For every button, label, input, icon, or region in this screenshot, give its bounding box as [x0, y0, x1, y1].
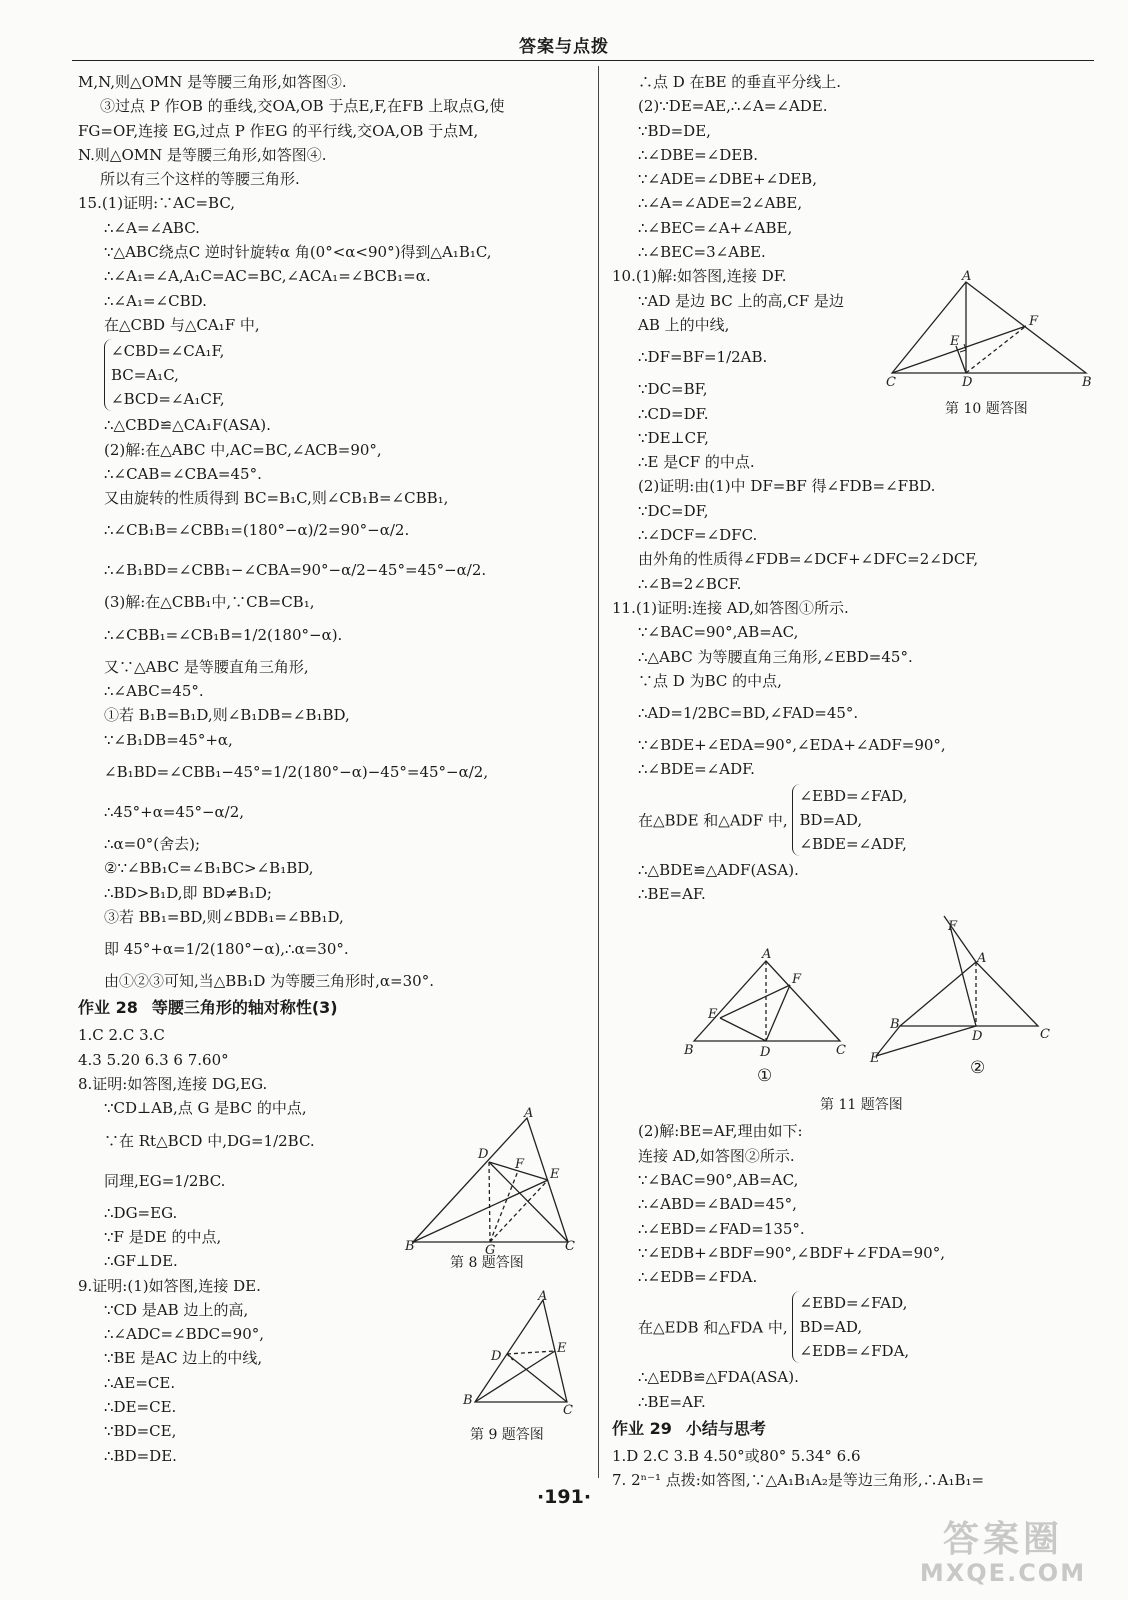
triangle-abc-1 — [694, 961, 840, 1041]
figure-11-part-2 — [876, 914, 1038, 1056]
condition-line: ∠EDB=∠FDA, — [799, 1342, 910, 1361]
condition-line: ∠BCD=∠A₁CF, — [111, 390, 225, 409]
svg-text:A: A — [538, 1289, 548, 1304]
figure-10-caption: 第 10 题答图 — [945, 401, 1028, 417]
watermark-logo — [898, 1520, 1108, 1590]
text-line: ∴α=0°(舍去); — [104, 834, 201, 853]
answer-line: 1.D 2.C 3.B 4.50°或80° 5.34° 6.6 — [612, 1446, 861, 1465]
text-line: ∵∠BAC=90°,AB=AC, — [638, 1170, 799, 1189]
text-line: AB 上的中线, — [638, 315, 730, 334]
text-line: ②∵∠BB₁C=∠B₁BC>∠B₁BD, — [104, 859, 314, 878]
text-line: 9.证明:(1)如答图,连接 DE. — [78, 1276, 261, 1295]
text-line: ∠B₁BD=∠CBB₁−45°=1/2(180°−α)−45°=45°−α/2, — [104, 762, 489, 781]
figure-11 — [680, 906, 1060, 1091]
text-line: (2)解:BE=AF,理由如下: — [638, 1122, 803, 1141]
svg-text:E: E — [870, 1051, 880, 1066]
text-line: ∴BE=AF. — [638, 885, 706, 904]
text-line: ③若 BB₁=BD,则∠BDB₁=∠BB₁D, — [104, 907, 344, 926]
column-divider — [598, 66, 599, 1478]
svg-text:A: A — [962, 269, 972, 284]
text-line: (2)证明:由(1)中 DF=BF 得∠FDB=∠FBD. — [638, 477, 936, 496]
text-line: ∴点 D 在BE 的垂直平分线上. — [638, 73, 842, 91]
section-heading-28 — [78, 993, 590, 1023]
text-line: ∴△BDE≌△ADF(ASA). — [638, 860, 799, 879]
section-heading-29 — [612, 1414, 1102, 1444]
text-line: ∴∠B₁BD=∠CBB₁−∠CBA=90°−α/2−45°=45°−α/2. — [104, 561, 487, 580]
svg-text:A: A — [977, 951, 987, 966]
answer-line: 1.C 2.C 3.C — [78, 1026, 165, 1045]
text-line: ∵AD 是边 BC 上的高,CF 是边 — [638, 291, 844, 310]
text-line: ∴∠DBE=∠DEB. — [638, 145, 759, 164]
section-label: 作业 28 — [78, 998, 138, 1018]
svg-text:C: C — [563, 1403, 573, 1418]
svg-text:B: B — [1082, 375, 1092, 390]
text-line: ∴∠CBB₁=∠CB₁B=1/2(180°−α). — [104, 625, 343, 644]
svg-text:B: B — [890, 1017, 900, 1032]
condition-line: BD=AD, — [799, 1318, 863, 1337]
svg-text:E: E — [708, 1007, 718, 1022]
text-line: 同理,EG=1/2BC. — [104, 1171, 226, 1190]
triangle-abc — [475, 1300, 567, 1402]
text-line: ∴△EDB≌△FDA(ASA). — [638, 1368, 799, 1387]
answer-line: 4.3 5.20 6.3 6 7.60° — [78, 1050, 229, 1069]
text-line: ∴45°+α=45°−α/2, — [104, 802, 245, 821]
text-line: ∵点 D 为BC 的中点, — [638, 671, 782, 690]
text-line: ∵∠ADE=∠DBE+∠DEB, — [638, 170, 817, 189]
text-line: ∴∠BDE=∠ADF. — [638, 760, 755, 779]
text-line: ∴AD=1/2BC=BD,∠FAD=45°. — [638, 704, 859, 723]
text-line: ∵BD=CE, — [104, 1422, 177, 1441]
text-line: ∴∠DCF=∠DFC. — [638, 526, 758, 545]
text-line: ∴CD=DF. — [638, 404, 709, 423]
svg-text:C: C — [565, 1239, 575, 1254]
text-line: ∴∠CB₁B=∠CBB₁=(180°−α)/2=90°−α/2. — [104, 521, 410, 540]
text-line: 在△EDB 和△FDA 中, — [638, 1318, 788, 1337]
svg-text:C: C — [836, 1043, 846, 1058]
condition-line: BC=A₁C, — [111, 366, 179, 385]
text-line: ∴DF=BF=1/2AB. — [638, 348, 768, 367]
svg-text:E: E — [950, 334, 960, 349]
text-line: ∵DE⊥CF, — [638, 428, 709, 447]
page-header-title: 答案与点拨 — [519, 37, 609, 57]
text-line: ∵DC=BF, — [638, 380, 708, 399]
text-line: ∴∠EDB=∠FDA. — [638, 1268, 758, 1287]
text-line: ∵CD 是AB 边上的高, — [104, 1300, 249, 1319]
text-line: 连接 AD,如答图②所示. — [638, 1146, 795, 1165]
text-line: ∴BD>B₁D,即 BD≠B₁D; — [104, 883, 272, 902]
svg-text:B: B — [405, 1239, 415, 1254]
header-rule — [72, 60, 1094, 61]
congruence-system-3 — [612, 1291, 1102, 1363]
text-line: ①若 B₁B=B₁D,则∠B₁DB=∠B₁BD, — [104, 706, 350, 725]
figure-11-sub-2: ② — [970, 1058, 986, 1078]
text-line: ∵F 是DE 的中点, — [104, 1227, 222, 1246]
text-line: ∴DG=EG. — [104, 1203, 178, 1222]
triangle-abc — [892, 282, 1086, 373]
condition-line: ∠BDE=∠ADF, — [799, 834, 907, 853]
triangle-abc-2 — [900, 962, 1038, 1026]
svg-text:C: C — [886, 375, 896, 390]
text-line: ∵BD=DE, — [638, 121, 711, 140]
text-line: ∴DE=CE. — [104, 1397, 177, 1416]
text-line: ∴∠ABD=∠BAD=45°, — [638, 1195, 797, 1214]
text-line: 所以有三个这样的等腰三角形. — [100, 170, 300, 189]
svg-text:C: C — [1040, 1027, 1050, 1042]
text-line: ∵在 Rt△BCD 中,DG=1/2BC. — [104, 1131, 315, 1150]
figure-8-caption: 第 8 题答图 — [450, 1255, 524, 1271]
text-line: (3)解:在△CBB₁中,∵CB=CB₁, — [104, 593, 315, 612]
text-line: ∴∠A₁=∠CBD. — [104, 291, 207, 310]
text-line: 10.(1)解:如答图,连接 DF. — [612, 267, 787, 286]
svg-text:D: D — [962, 375, 973, 390]
svg-text:E: E — [557, 1341, 567, 1356]
text-line: ∵∠BAC=90°,AB=AC, — [638, 623, 799, 642]
text-line: 又∵△ABC 是等腰直角三角形, — [104, 657, 309, 676]
svg-text:F: F — [792, 972, 802, 987]
text-line: (2)∵DE=AE,∴∠A=∠ADE. — [638, 97, 828, 116]
figure-11-part-1 — [694, 961, 840, 1041]
text-line: ∴∠ADC=∠BDC=90°, — [104, 1325, 265, 1344]
triangle-abc — [413, 1118, 568, 1242]
text-line: ∴∠EBD=∠FAD=135°. — [638, 1219, 805, 1238]
svg-text:G: G — [485, 1243, 496, 1258]
page-number: ·191· — [536, 1486, 592, 1508]
text-line: 15.(1)证明:∵AC=BC, — [78, 194, 236, 213]
text-line: ∵∠B₁DB=45°+α, — [104, 730, 233, 749]
svg-text:F: F — [948, 919, 958, 934]
condition-line: ∠EBD=∠FAD, — [799, 786, 908, 805]
text-line: ∵DC=DF, — [638, 501, 709, 520]
text-line: 由外角的性质得∠FDB=∠DCF+∠DFC=2∠DCF, — [638, 550, 979, 569]
congruence-system-1 — [78, 339, 590, 411]
condition-line: ∠EBD=∠FAD, — [799, 1294, 908, 1313]
text-line: ∴AE=CE. — [104, 1373, 176, 1392]
section-title: 等腰三角形的轴对称性(3) — [151, 998, 338, 1018]
text-line: ∵∠BDE+∠EDA=90°,∠EDA+∠ADF=90°, — [638, 736, 946, 755]
text-line: ∵△ABC绕点C 逆时针旋转α 角(0°<α<90°)得到△A₁B₁C, — [104, 243, 492, 262]
text-line: ∴∠A=∠ADE=2∠ABE, — [638, 194, 803, 213]
text-line: ∴GF⊥DE. — [104, 1252, 178, 1271]
svg-text:F: F — [515, 1157, 525, 1172]
text-line: 即 45°+α=1/2(180°−α),∴α=30°. — [104, 940, 349, 959]
figure-11-diagram — [680, 906, 1060, 1091]
svg-text:B: B — [463, 1393, 473, 1408]
congruence-system-2 — [612, 784, 1102, 856]
text-line: 又由旋转的性质得到 BC=B₁C,则∠CB₁B=∠CBB₁, — [104, 489, 449, 508]
svg-text:D: D — [760, 1045, 771, 1060]
text-line: (2)解:在△ABC 中,AC=BC,∠ACB=90°, — [104, 440, 382, 459]
text-line: 由①②③可知,当△BB₁D 为等腰三角形时,α=30°. — [104, 972, 434, 991]
text-line: ∴∠BEC=3∠ABE. — [638, 243, 766, 262]
answer-line: 7. 2ⁿ⁻¹ 点拨:如答图,∵△A₁B₁A₂是等边三角形,∴A₁B₁= — [612, 1471, 985, 1490]
text-line: ∴∠A₁=∠A,A₁C=AC=BC,∠ACA₁=∠BCB₁=α. — [104, 267, 431, 286]
text-line: ∵CD⊥AB,点 G 是BC 的中点, — [104, 1099, 307, 1118]
svg-text:F: F — [1029, 314, 1039, 329]
figure-11-sub-1: ① — [757, 1066, 773, 1086]
condition-line: BD=AD, — [799, 810, 863, 829]
text-line: 在△CBD 与△CA₁F 中, — [104, 315, 260, 334]
text-line: ∴△ABC 为等腰直角三角形,∠EBD=45°. — [638, 647, 913, 666]
text-line: FG=OF,连接 EG,过点 P 作EG 的平行线,交OA,OB 于点M, — [78, 121, 479, 140]
figure-9 — [455, 1289, 585, 1418]
watermark-line-2: MXQE.COM — [919, 1559, 1087, 1587]
section-title: 小结与思考 — [685, 1418, 766, 1438]
text-line: 11.(1)证明:连接 AD,如答图①所示. — [612, 598, 849, 617]
svg-text:D: D — [478, 1147, 489, 1162]
condition-line: ∠CBD=∠CA₁F, — [111, 342, 225, 361]
text-line: ∴BD=DE. — [104, 1446, 177, 1465]
figure-8-diagram — [405, 1106, 575, 1258]
text-line: ③过点 P 作OB 的垂线,交OA,OB 于点E,F,在FB 上取点G,使 — [100, 97, 505, 116]
figure-11-caption: 第 11 题答图 — [820, 1097, 903, 1113]
svg-text:D: D — [972, 1029, 983, 1044]
figure-10 — [884, 268, 1094, 388]
text-line: ∴∠A=∠ABC. — [104, 218, 200, 237]
text-line: ∴BE=AF. — [638, 1392, 706, 1411]
svg-text:B: B — [684, 1043, 694, 1058]
text-line: ∴E 是CF 的中点. — [638, 453, 755, 472]
figure-9-diagram — [455, 1289, 585, 1418]
text-line: ∴∠CAB=∠CBA=45°. — [104, 464, 262, 483]
watermark-line-1: 答案圈 — [942, 1519, 1063, 1560]
svg-text:D: D — [491, 1349, 502, 1364]
text-line: 在△BDE 和△ADF 中, — [638, 811, 788, 830]
text-line: M,N,则△OMN 是等腰三角形,如答图③. — [78, 73, 347, 91]
svg-text:E: E — [550, 1167, 560, 1182]
text-line: ∵BE 是AC 边上的中线, — [104, 1349, 263, 1368]
figure-10-diagram — [884, 268, 1094, 388]
text-line: ∴∠B=2∠BCF. — [638, 574, 742, 593]
svg-text:A: A — [524, 1106, 534, 1121]
text-line: ∴∠ABC=45°. — [104, 682, 204, 701]
svg-text:A: A — [762, 947, 772, 962]
text-line: N.则△OMN 是等腰三角形,如答图④. — [78, 145, 327, 164]
figure-8 — [405, 1106, 575, 1258]
text-line: ∴△CBD≌△CA₁F(ASA). — [104, 416, 271, 435]
figure-9-caption: 第 9 题答图 — [470, 1427, 544, 1443]
section-label: 作业 29 — [612, 1418, 672, 1438]
text-line: 8.证明:如答图,连接 DG,EG. — [78, 1075, 268, 1094]
text-line: ∵∠EDB+∠BDF=90°,∠BDF+∠FDA=90°, — [638, 1243, 945, 1262]
text-line: ∴∠BEC=∠A+∠ABE, — [638, 218, 793, 237]
